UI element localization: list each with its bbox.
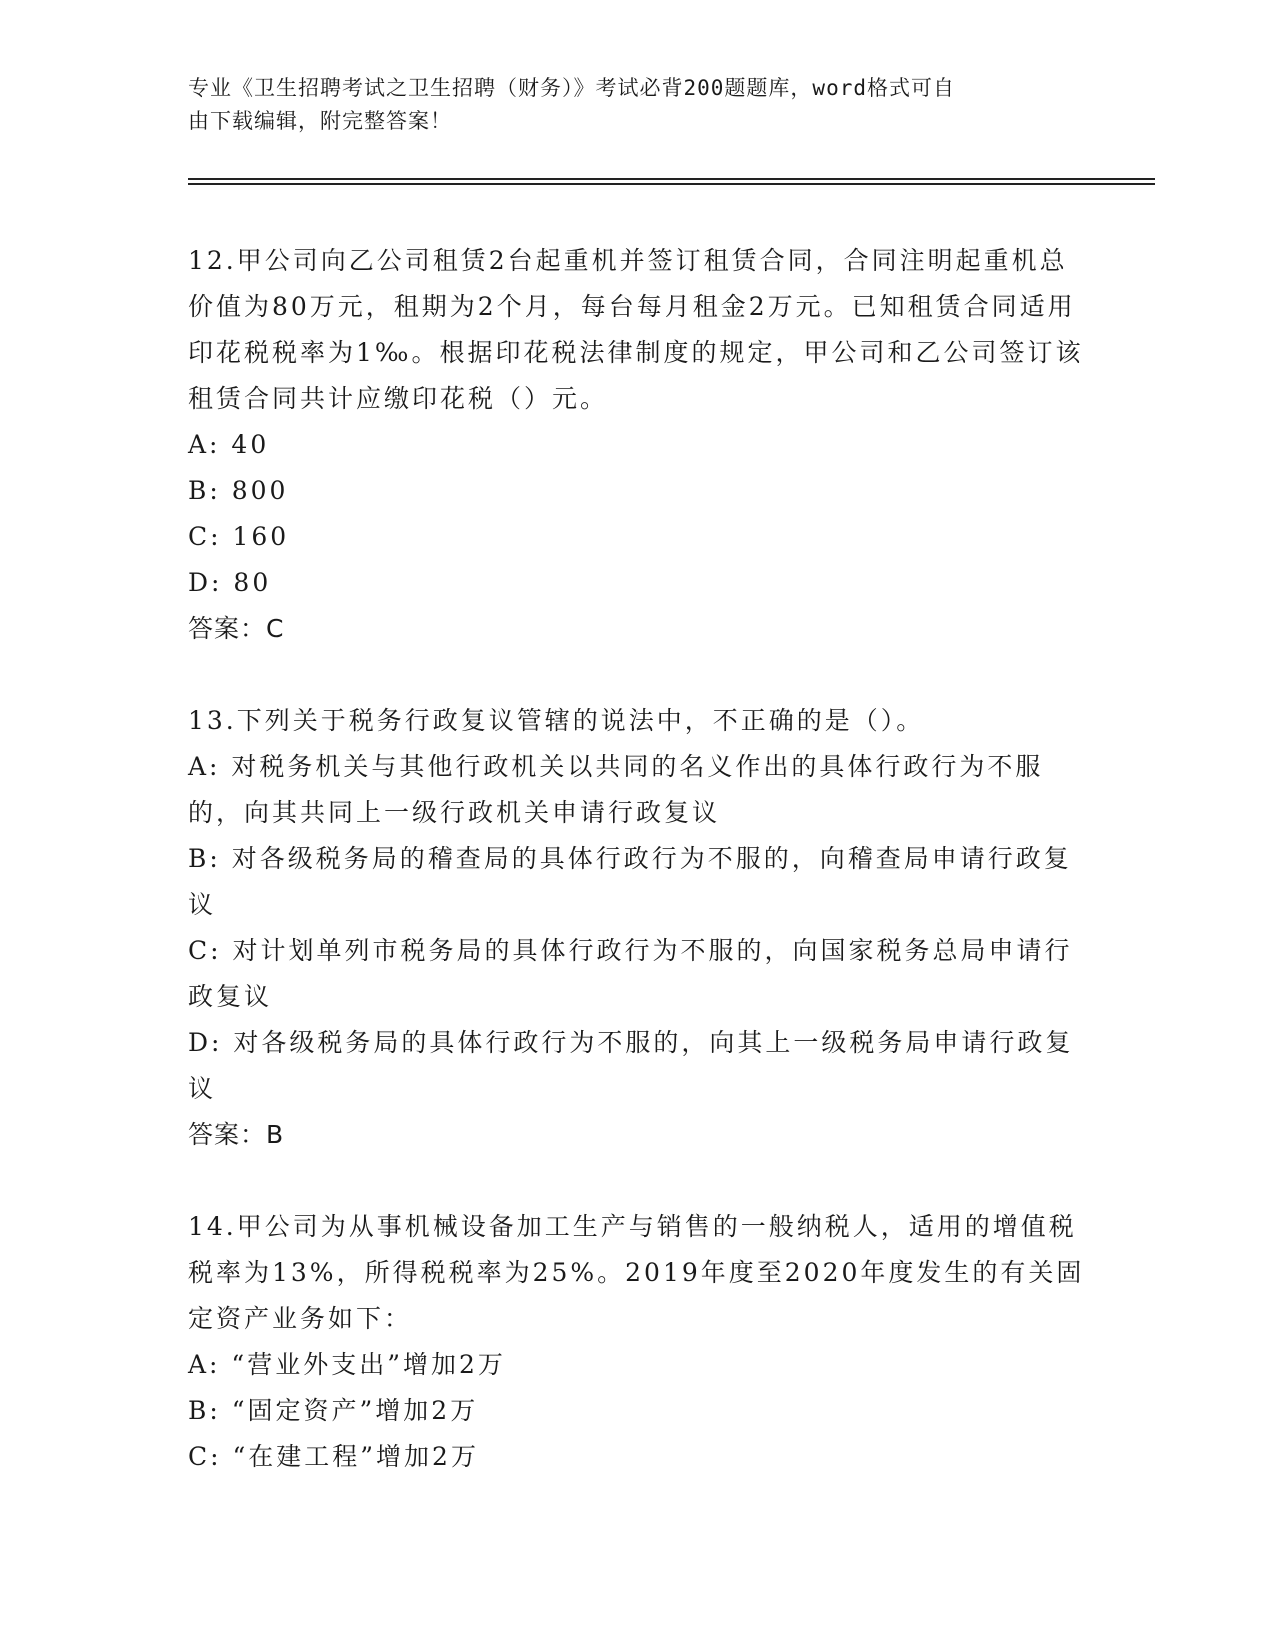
- question-14: [188, 1204, 1088, 1480]
- option-a: A: 对税务机关与其他行政机关以共同的名义作出的具体行政行为不服的，向其共同上一级行政机关申请行政复议: [188, 752, 1044, 827]
- option-d: D: 对各级税务局的具体行政行为不服的，向其上一级税务局申请行政复议: [188, 1028, 1074, 1103]
- option-c: C: 对计划单列市税务局的具体行政行为不服的，向国家税务总局申请行政复议: [188, 936, 1073, 1011]
- question-12: [188, 238, 1088, 652]
- question-13: [188, 698, 1088, 1158]
- option-c: C: 160: [188, 522, 290, 551]
- header-divider-top: [188, 178, 1155, 180]
- document-header: [188, 72, 1088, 138]
- option-b: B: 对各级税务局的稽查局的具体行政行为不服的，向稽查局申请行政复议: [188, 844, 1072, 919]
- option-d: D: 80: [188, 568, 272, 597]
- question-list: [188, 238, 1088, 1526]
- header-line-2: 由下载编辑，附完整答案！: [188, 109, 452, 133]
- option-a: A: 40: [188, 430, 270, 459]
- question-text: 13.下列关于税务行政复议管辖的说法中，不正确的是（）。: [188, 706, 925, 735]
- option-b: B: 800: [188, 476, 289, 505]
- answer-label: 答案：B: [188, 1120, 285, 1149]
- question-text: 14.甲公司为从事机械设备加工生产与销售的一般纳税人，适用的增值税税率为13%，所得税税率为25%。2019年度至2020年度发生的有关固定资产业务如下：: [188, 1212, 1085, 1333]
- header-divider-bottom: [188, 183, 1155, 185]
- question-text: 12.甲公司向乙公司租赁2台起重机并签订租赁合同，合同注明起重机总价值为80万元，租期为2个月，每台每月租金2万元。已知租赁合同适用印花税税率为1‰。根据印花税法律制度的规定，甲公司和乙公司签订该租赁合同共计应缴印花税（）元。: [188, 246, 1084, 413]
- option-b: B: “固定资产”增加2万: [188, 1396, 479, 1425]
- option-c: C: “在建工程”增加2万: [188, 1442, 479, 1471]
- answer-label: 答案：C: [188, 614, 285, 643]
- option-a: A: “营业外支出”增加2万: [188, 1350, 506, 1379]
- header-line-1: 专业《卫生招聘考试之卫生招聘（财务）》考试必背200题题库，word格式可自: [188, 76, 955, 100]
